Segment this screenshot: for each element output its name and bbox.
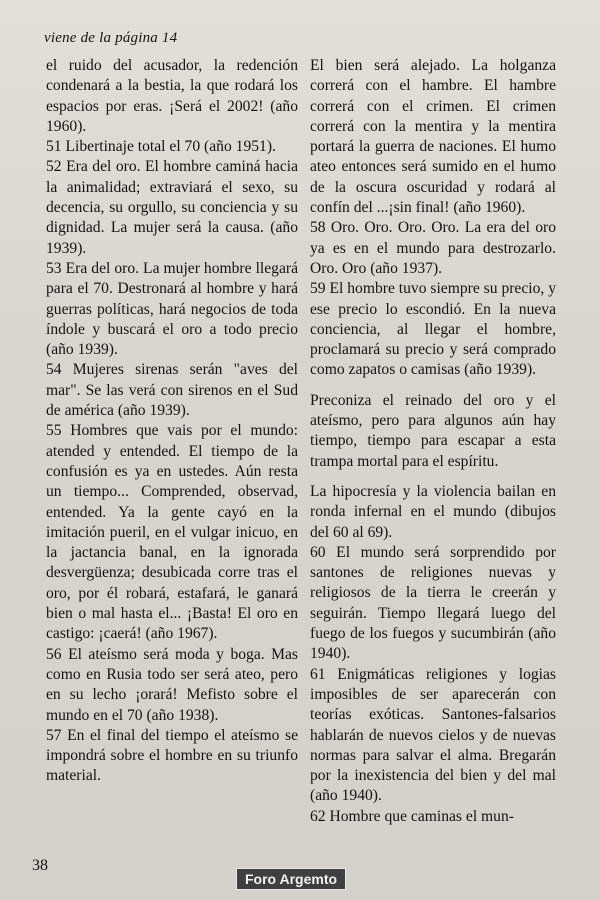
paragraph: 52 Era del oro. El hombre caminá hacia la animalidad; extraviará el sexo, su decencia, su orgullo, su conciencia y su dignidad. La mujer será la causa. (año 1939).: [46, 158, 298, 257]
watermark: Foro Argemto: [236, 868, 346, 890]
paragraph: 54 Mujeres sirenas serán "aves del mar". Se las verá con sirenos en el Sud de américa (año 1939).: [46, 361, 298, 420]
paragraph: 51 Libertinaje total el 70 (año 1951).: [46, 138, 276, 156]
running-header: viene de la página 14: [44, 30, 178, 46]
paragraph: 60 El mundo será sorprendido por santones de religiones nuevas y religiosos de la tierra le creerán y seguirán. Tiempo llegará luego del fuego de los fuegos y sucumbirán (año 1940).: [310, 543, 556, 663]
paragraph: Preconiza el reinado del oro y el ateísmo, pero para algunos aún hay tiempo, tiempo para escapar a esta trampa mortal para el espíritu.: [310, 391, 556, 470]
paragraph-gap: [310, 472, 556, 482]
paragraph: el ruido del acusador, la redención condenará a la bestia, la que rodará los espacios por eras. ¡Será el 2002! (año 1960).: [46, 57, 298, 135]
paragraph: 58 Oro. Oro. Oro. Oro. La era del oro ya es en el mundo para destrozarlo. Oro. Oro (año 1937).: [310, 219, 556, 277]
paragraph: El bien será alejado. La holganza correrá con el hambre. El hambre correrá con el crimen. El crimen correrá con la mentira y la mentira portará la guerra de naciones. El humo ateo entonces será sumido en el humo de la oscura oscuridad y rodará al confín del ...¡sin final! (año 1960).: [310, 57, 556, 217]
paragraph: 61 Enigmáticas religiones y logias imposibles de ser aparecerán con teorías exóticas. Santones-falsarios hablarán de nuevos cielos y de nuevas normas para salvar el alma. Bregarán por la inexistencia del bien y del mal (año 1940).: [310, 665, 556, 805]
right-column: [310, 56, 556, 827]
paragraph-gap: [310, 381, 556, 391]
paragraph: 62 Hombre que caminas el mun-: [310, 807, 514, 825]
page-number: 38: [32, 857, 48, 874]
paragraph: 59 El hombre tuvo siempre su precio, y ese precio lo escondió. En la nueva conciencia, al llegar el hombre, proclamará su precio y será comprado como zapatos o camisas (año 1939).: [310, 280, 556, 379]
paragraph: 57 En el final del tiempo el ateísmo se impondrá sobre el hombre en su triunfo material.: [46, 726, 298, 785]
left-column: [46, 56, 298, 787]
paragraph: La hipocresía y la violencia bailan en ronda infernal en el mundo (dibujos del 60 al 69).: [310, 482, 556, 541]
paragraph: 56 El ateísmo será moda y boga. Mas como en Rusia todo ser será ateo, pero en su lecho ¡orará! Mefisto sobre el mundo en el 70 (año 1938).: [46, 645, 298, 724]
paragraph: 53 Era del oro. La mujer hombre llegará para el 70. Destronará al hombre y hará guerras políticas, hará negocios de toda índole y buscará el oro a todo precio (año 1939).: [46, 259, 298, 359]
paragraph: 55 Hombres que vais por el mundo: atended y entended. El tiempo de la confusión es ya en ustedes. Aún resta un tiempo... Comprended, observad, entended. Ya la gente cayó en la imitación pueril, en el vulgar inicuo, en la jactancia banal, en la ignorada desvergüenza; desubicada corre tras el oro, por él robará, estafará, le ganará bien o mal hasta el... ¡Basta! El oro en castigo: ¡caerá! (año 1967).: [46, 422, 298, 643]
